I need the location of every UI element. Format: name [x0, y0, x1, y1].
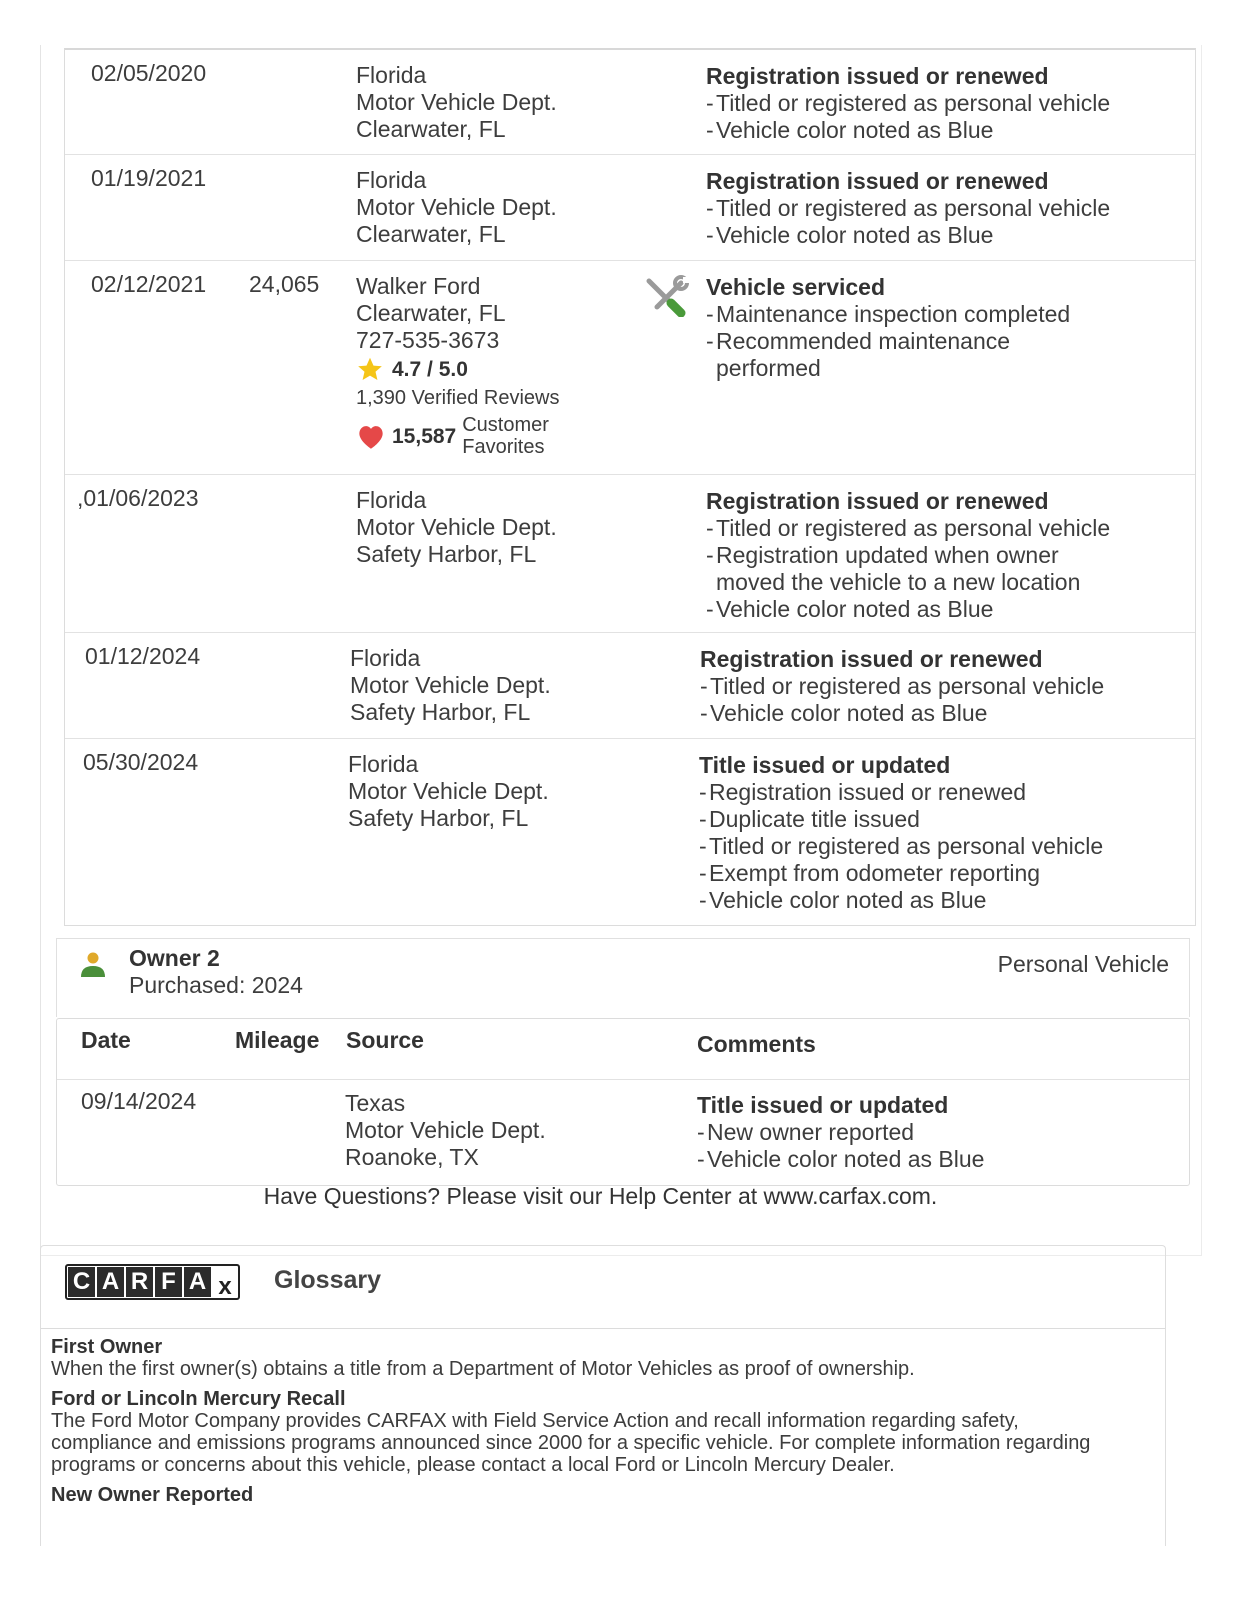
row-date: ,01/06/2023	[77, 485, 199, 511]
history-row	[65, 475, 1195, 633]
source-line: Clearwater, FL	[356, 221, 506, 247]
dealer-rating	[356, 356, 559, 383]
row-source	[348, 751, 549, 832]
history-row	[65, 739, 1195, 925]
comment-title: Title issued or updated	[699, 752, 951, 778]
owner-2-header	[56, 938, 1190, 1017]
row-date: 02/05/2020	[91, 60, 207, 86]
verified-reviews[interactable]: 1,390 Verified Reviews	[356, 387, 560, 409]
wrench-screwdriver-icon	[645, 275, 689, 317]
row-source	[356, 167, 557, 248]
dealer-name[interactable]: Walker Ford	[356, 273, 481, 299]
row-date: 05/30/2024	[83, 749, 199, 775]
rating-value: 4.7 / 5.0	[392, 358, 468, 381]
comment-item: - Titled or registered as personal vehicle	[700, 673, 1105, 699]
row-mileage: 24,065	[249, 271, 320, 297]
comment-title: Registration issued or renewed	[706, 488, 1049, 514]
source-line: Clearwater, FL	[356, 116, 506, 142]
comment-item: - Exempt from odometer reporting	[699, 860, 1041, 886]
row-source	[356, 487, 557, 568]
history-row	[57, 1080, 1189, 1184]
row-date: 01/12/2024	[85, 643, 201, 669]
comment-item: - Titled or registered as personal vehicle	[706, 195, 1111, 221]
comment-item: - Vehicle color noted as Blue	[697, 1146, 985, 1172]
source-line: Motor Vehicle Dept.	[356, 89, 557, 115]
row-comments	[700, 646, 1170, 727]
row-comments	[697, 1092, 984, 1173]
favorites-count: 15,587	[392, 424, 457, 448]
comment-item: - Titled or registered as personal vehicle	[706, 515, 1111, 541]
dealer-location: Clearwater, FL	[356, 300, 506, 326]
star-icon	[356, 356, 384, 383]
row-comments	[706, 488, 1176, 623]
favorites-label: Customer Favorites	[462, 414, 549, 458]
row-date: 02/12/2021	[91, 271, 207, 297]
comment-item: - Vehicle color noted as Blue	[699, 887, 987, 913]
comment-item: - New owner reported	[697, 1119, 915, 1145]
source-line: Roanoke, TX	[345, 1144, 479, 1170]
carfax-logo: C A R F A x	[65, 1264, 240, 1300]
row-date: 09/14/2024	[81, 1088, 197, 1114]
owner-2-history-table	[56, 1018, 1190, 1186]
source-line: Motor Vehicle Dept.	[356, 514, 557, 540]
comment-item: - Duplicate title issued	[699, 806, 920, 832]
comment-item: - Maintenance inspection completed	[706, 301, 1071, 327]
glossary-section	[40, 1245, 1166, 1546]
row-comments	[699, 752, 1169, 914]
glossary-term: First Owner	[51, 1336, 163, 1358]
comment-item: - Vehicle color noted as Blue	[706, 117, 994, 143]
row-date: 01/19/2021	[91, 165, 207, 191]
header-date: Date	[81, 1027, 131, 1053]
owner-1-history-table	[64, 48, 1196, 926]
comment-item: - Vehicle color noted as Blue	[706, 222, 994, 248]
owner-person-icon	[79, 951, 107, 979]
row-source	[345, 1090, 546, 1171]
comment-item: - Titled or registered as personal vehicle	[706, 90, 1111, 116]
row-source	[356, 273, 559, 458]
comment-item: - Registration issued or renewed	[699, 779, 1027, 805]
glossary-definition: The Ford Motor Company provides CARFAX with Field Service Action and recall information regarding safety, compliance and emissions programs announced since 2000 for a specific vehicle. For complete information regarding programs or concerns about this vehicle, please contact a local Ford or Lincoln Mercury Dealer.	[51, 1410, 1091, 1476]
row-comments	[706, 168, 1176, 249]
glossary-terms	[51, 1336, 1151, 1506]
owner-vehicle-type: Personal Vehicle	[997, 951, 1169, 977]
owner-2-section	[56, 938, 1188, 1188]
source-line: Texas	[345, 1090, 406, 1116]
row-source	[356, 62, 557, 143]
history-row	[65, 50, 1195, 155]
history-row	[65, 633, 1195, 739]
source-line: Safety Harbor, FL	[350, 699, 531, 725]
source-line: Florida	[356, 167, 427, 193]
glossary-definition: When the first owner(s) obtains a title from a Department of Motor Vehicles as proof of ownership.	[51, 1358, 915, 1380]
history-row	[65, 155, 1195, 261]
comment-title: Registration issued or renewed	[706, 168, 1049, 194]
glossary-header	[41, 1246, 1165, 1329]
row-source	[350, 645, 551, 726]
glossary-term: New Owner Reported	[51, 1484, 254, 1506]
help-center-text	[0, 1183, 1239, 1210]
comment-item: - Registration updated when owner	[706, 542, 1059, 568]
owner-name: Owner 2	[129, 945, 220, 971]
heart-icon	[356, 423, 386, 450]
source-line: Motor Vehicle Dept.	[356, 194, 557, 220]
source-line: Florida	[350, 645, 421, 671]
source-line: Florida	[356, 62, 427, 88]
header-source: Source	[346, 1027, 424, 1053]
help-center-link[interactable]: Have Questions? Please visit our Help Center at www.carfax.com.	[263, 1183, 938, 1209]
glossary-title: Glossary	[274, 1266, 382, 1294]
comment-title: Title issued or updated	[697, 1092, 949, 1118]
source-line: Motor Vehicle Dept.	[350, 672, 551, 698]
header-comments: Comments	[697, 1031, 816, 1057]
comment-title: Vehicle serviced	[706, 274, 886, 300]
comment-item: - Vehicle color noted as Blue	[706, 596, 994, 622]
row-comments	[706, 274, 1176, 382]
header-mileage: Mileage	[235, 1027, 320, 1053]
source-line: Florida	[356, 487, 427, 513]
source-line: Florida	[348, 751, 419, 777]
comment-item: - Vehicle color noted as Blue	[700, 700, 988, 726]
row-comments	[706, 63, 1176, 144]
source-line: Safety Harbor, FL	[356, 541, 537, 567]
comment-item-continued: moved the vehicle to a new location	[716, 569, 1081, 595]
comment-title: Registration issued or renewed	[706, 63, 1049, 89]
glossary-term: Ford or Lincoln Mercury Recall	[51, 1388, 346, 1410]
customer-favorites	[356, 414, 559, 458]
comment-item: - Titled or registered as personal vehicle	[699, 833, 1104, 859]
history-row	[65, 261, 1195, 475]
comment-item-continued: performed	[716, 355, 821, 381]
source-line: Safety Harbor, FL	[348, 805, 529, 831]
source-line: Motor Vehicle Dept.	[345, 1117, 546, 1143]
comment-item: - Recommended maintenance	[706, 328, 1011, 354]
source-line: Motor Vehicle Dept.	[348, 778, 549, 804]
owner-purchased: Purchased: 2024	[129, 972, 303, 998]
dealer-phone: 727-535-3673	[356, 327, 500, 353]
comment-title: Registration issued or renewed	[700, 646, 1043, 672]
